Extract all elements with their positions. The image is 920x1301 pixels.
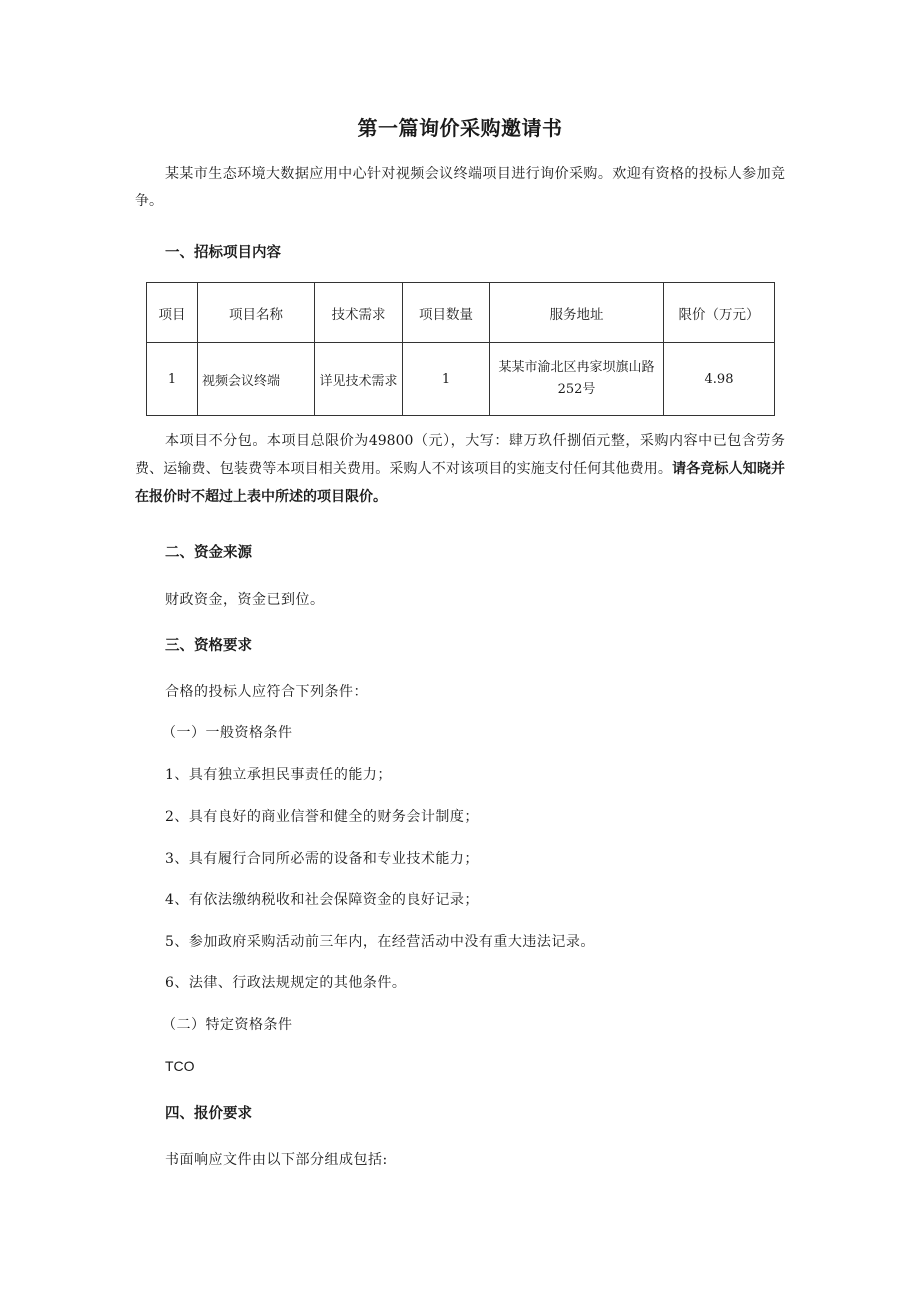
table-header-cell: 技术需求 [315, 283, 403, 343]
table-header-cell: 项目名称 [198, 283, 315, 343]
table-header-cell: 项目数量 [403, 283, 490, 343]
table-header-cell: 项目 [147, 283, 198, 343]
package-note [135, 428, 785, 511]
specific-qualification-text: TCO [165, 1058, 195, 1074]
package-note-text: 本项目不分包。本项目总限价为49800（元），大写：肆万玖仟捌佰元整，采购内容中已包含劳务费、运输费、包装费等本项目相关费用。采购人不对该项目的实施支付任何其他费用。 [135, 433, 785, 477]
cell-item-name: 视频会议终端 [198, 343, 315, 416]
qualification-item: 5、参加政府采购活动前三年内，在经营活动中没有重大违法记录。 [165, 934, 595, 950]
qualification-item: 2、具有良好的商业信誉和健全的财务会计制度； [165, 809, 479, 825]
cell-tech-requirement: 详见技术需求 [315, 343, 403, 416]
section-heading-1: 一、招标项目内容 [165, 245, 281, 261]
general-qualification-title: （一）一般资格条件 [162, 725, 293, 741]
table-header-cell: 服务地址 [490, 283, 664, 343]
funding-text: 财政资金，资金已到位。 [165, 592, 325, 608]
section-heading-3: 三、资格要求 [165, 638, 252, 654]
section-heading-2: 二、资金来源 [165, 545, 252, 561]
table-header-cell: 限价（万元） [664, 283, 775, 343]
qualification-item: 1、具有独立承担民事责任的能力； [165, 767, 392, 783]
package-note-emphasis: 请各竞标人知晓并在报价时不超过上表中所述的项目限价。 [135, 460, 786, 504]
cell-item-number: 1 [147, 343, 198, 416]
table-header-row [147, 283, 775, 343]
cell-quantity: 1 [403, 343, 490, 416]
section-heading-4: 四、报价要求 [165, 1106, 252, 1122]
cell-price-limit: 4.98 [664, 343, 775, 416]
quote-requirement-text: 书面响应文件由以下部分组成包括: [165, 1152, 388, 1168]
intro-paragraph: 某某市生态环境大数据应用中心针对视频会议终端项目进行询价采购。欢迎有资格的投标人参加竞争。 [135, 166, 785, 209]
page-title: 第一篇询价采购邀请书 [357, 116, 563, 140]
project-table [146, 282, 775, 416]
qualification-intro: 合格的投标人应符合下列条件： [165, 684, 368, 700]
cell-service-address: 某某市渝北区冉家坝旗山路252号 [490, 343, 664, 416]
table-row [147, 343, 775, 416]
qualification-item: 4、有依法缴纳税收和社会保障资金的良好记录； [165, 892, 479, 908]
qualification-item: 3、具有履行合同所必需的设备和专业技术能力； [165, 851, 479, 867]
qualification-item: 6、法律、行政法规规定的其他条件。 [165, 975, 407, 991]
specific-qualification-title: （二）特定资格条件 [162, 1017, 293, 1033]
